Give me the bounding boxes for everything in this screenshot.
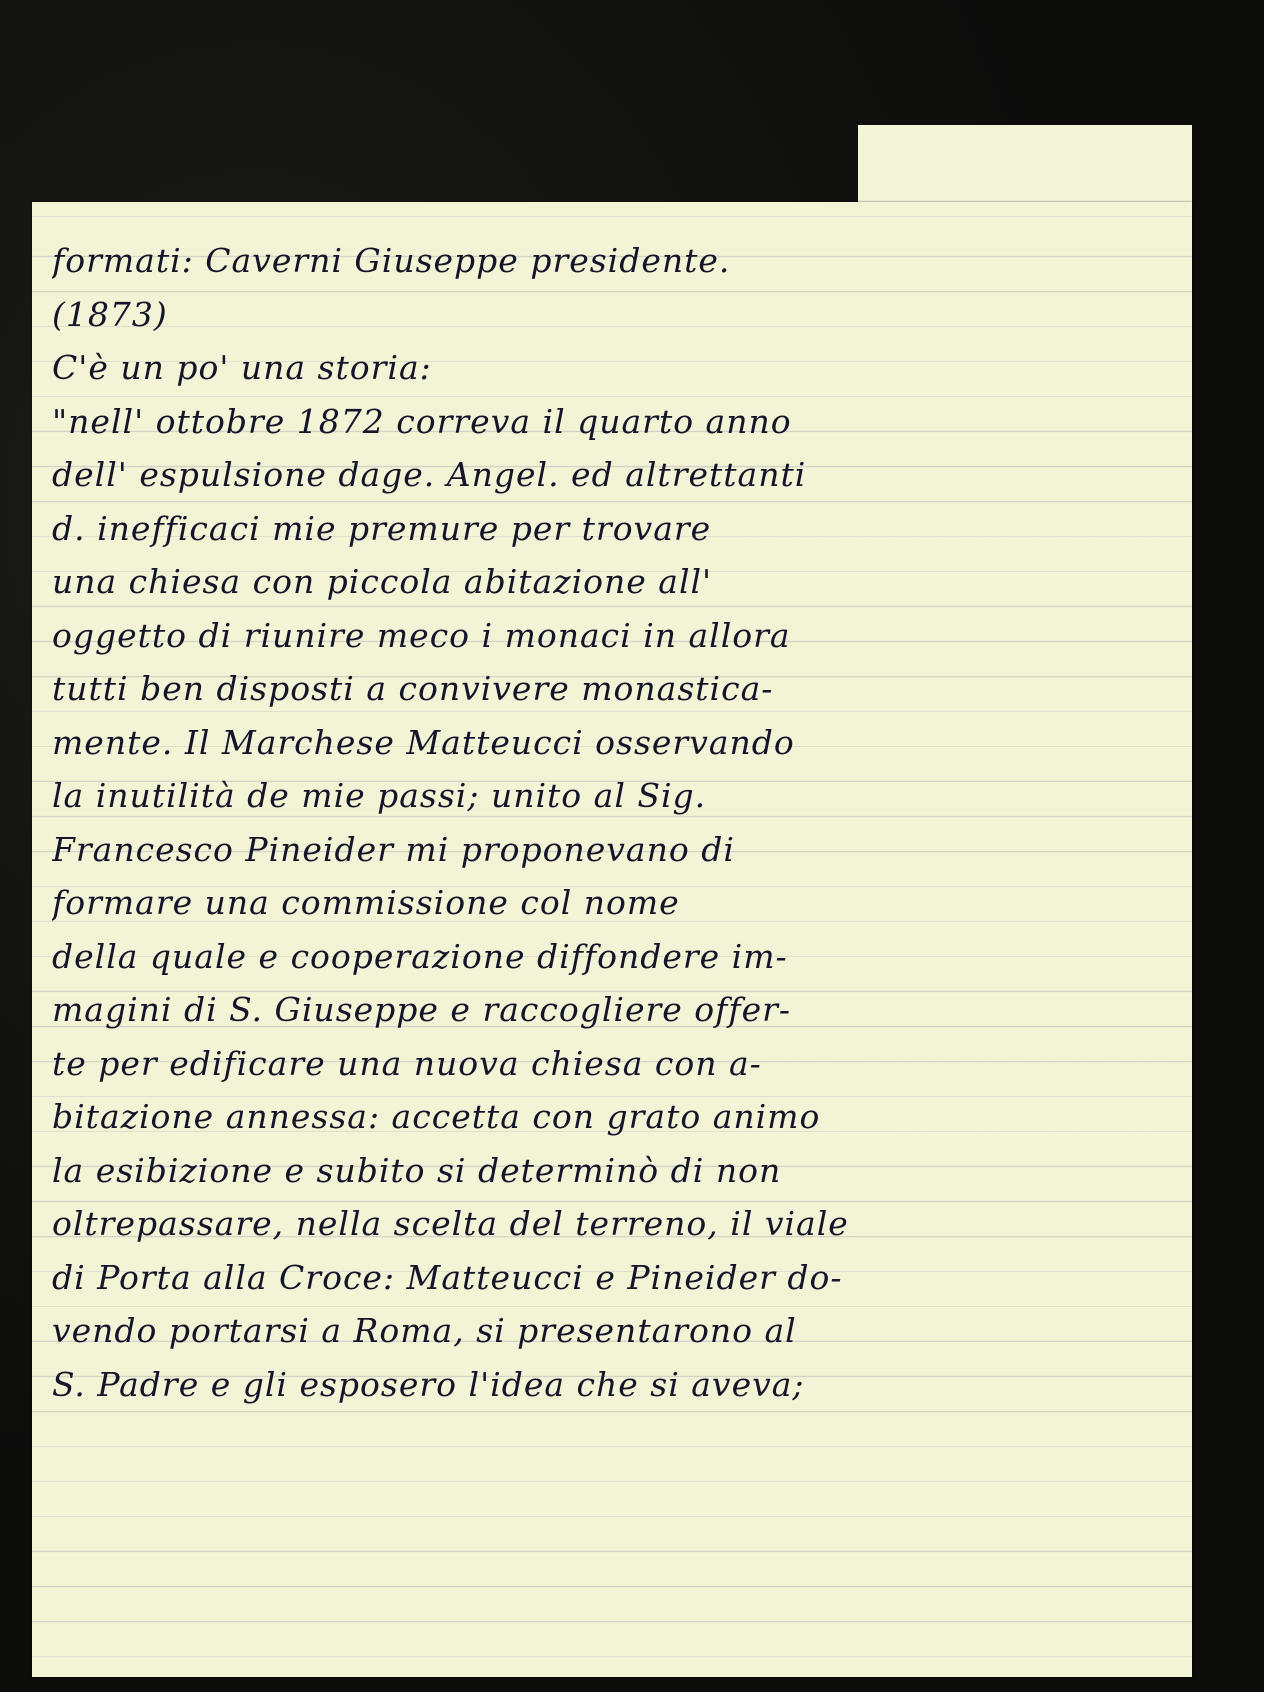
text-line: S. Padre e gli esposero l'idea che si aveva;	[52, 1364, 805, 1404]
text-line: d. inefficaci mie premure per trovare	[52, 508, 712, 548]
text-line: oggetto di riunire meco i monaci in allora	[52, 615, 791, 655]
text-line: "nell' ottobre 1872 correva il quarto anno	[52, 401, 792, 441]
text-line: C'è un po' una storia:	[52, 348, 432, 387]
text-line: della quale e cooperazione diffondere im-	[52, 936, 788, 976]
text-line: oltrepassare, nella scelta del terreno, il viale	[52, 1204, 849, 1243]
text-line: dell' espulsione dage. Angel. ed altrettanti	[52, 455, 807, 494]
text-line: te per edificare una nuova chiesa con a-	[52, 1043, 762, 1083]
handwritten-text	[52, 234, 1172, 1411]
text-line: magini di S. Giuseppe e raccogliere offer-	[52, 990, 792, 1029]
text-line: tutti ben disposti a convivere monastica-	[52, 669, 774, 708]
text-line: una chiesa con piccola abitazione all'	[52, 562, 713, 601]
text-line: mente. Il Marchese Matteucci osservando	[52, 722, 795, 762]
text-line: (1873)	[52, 294, 168, 334]
text-line: bitazione annessa: accetta con grato animo	[52, 1097, 821, 1136]
manuscript-page	[32, 202, 1192, 1677]
text-line: la esibizione e subito si determinò di non	[52, 1150, 782, 1190]
text-line: Francesco Pineider mi proponevano di	[52, 829, 735, 869]
text-line: di Porta alla Croce: Matteucci e Pineider do-	[52, 1257, 843, 1297]
text-line: la inutilità de mie passi; unito al Sig.	[52, 776, 707, 815]
text-line: formare una commissione col nome	[52, 883, 680, 922]
text-line: formati: Caverni Giuseppe presidente.	[52, 241, 731, 280]
text-line: vendo portarsi a Roma, si presentarono al	[52, 1311, 797, 1350]
